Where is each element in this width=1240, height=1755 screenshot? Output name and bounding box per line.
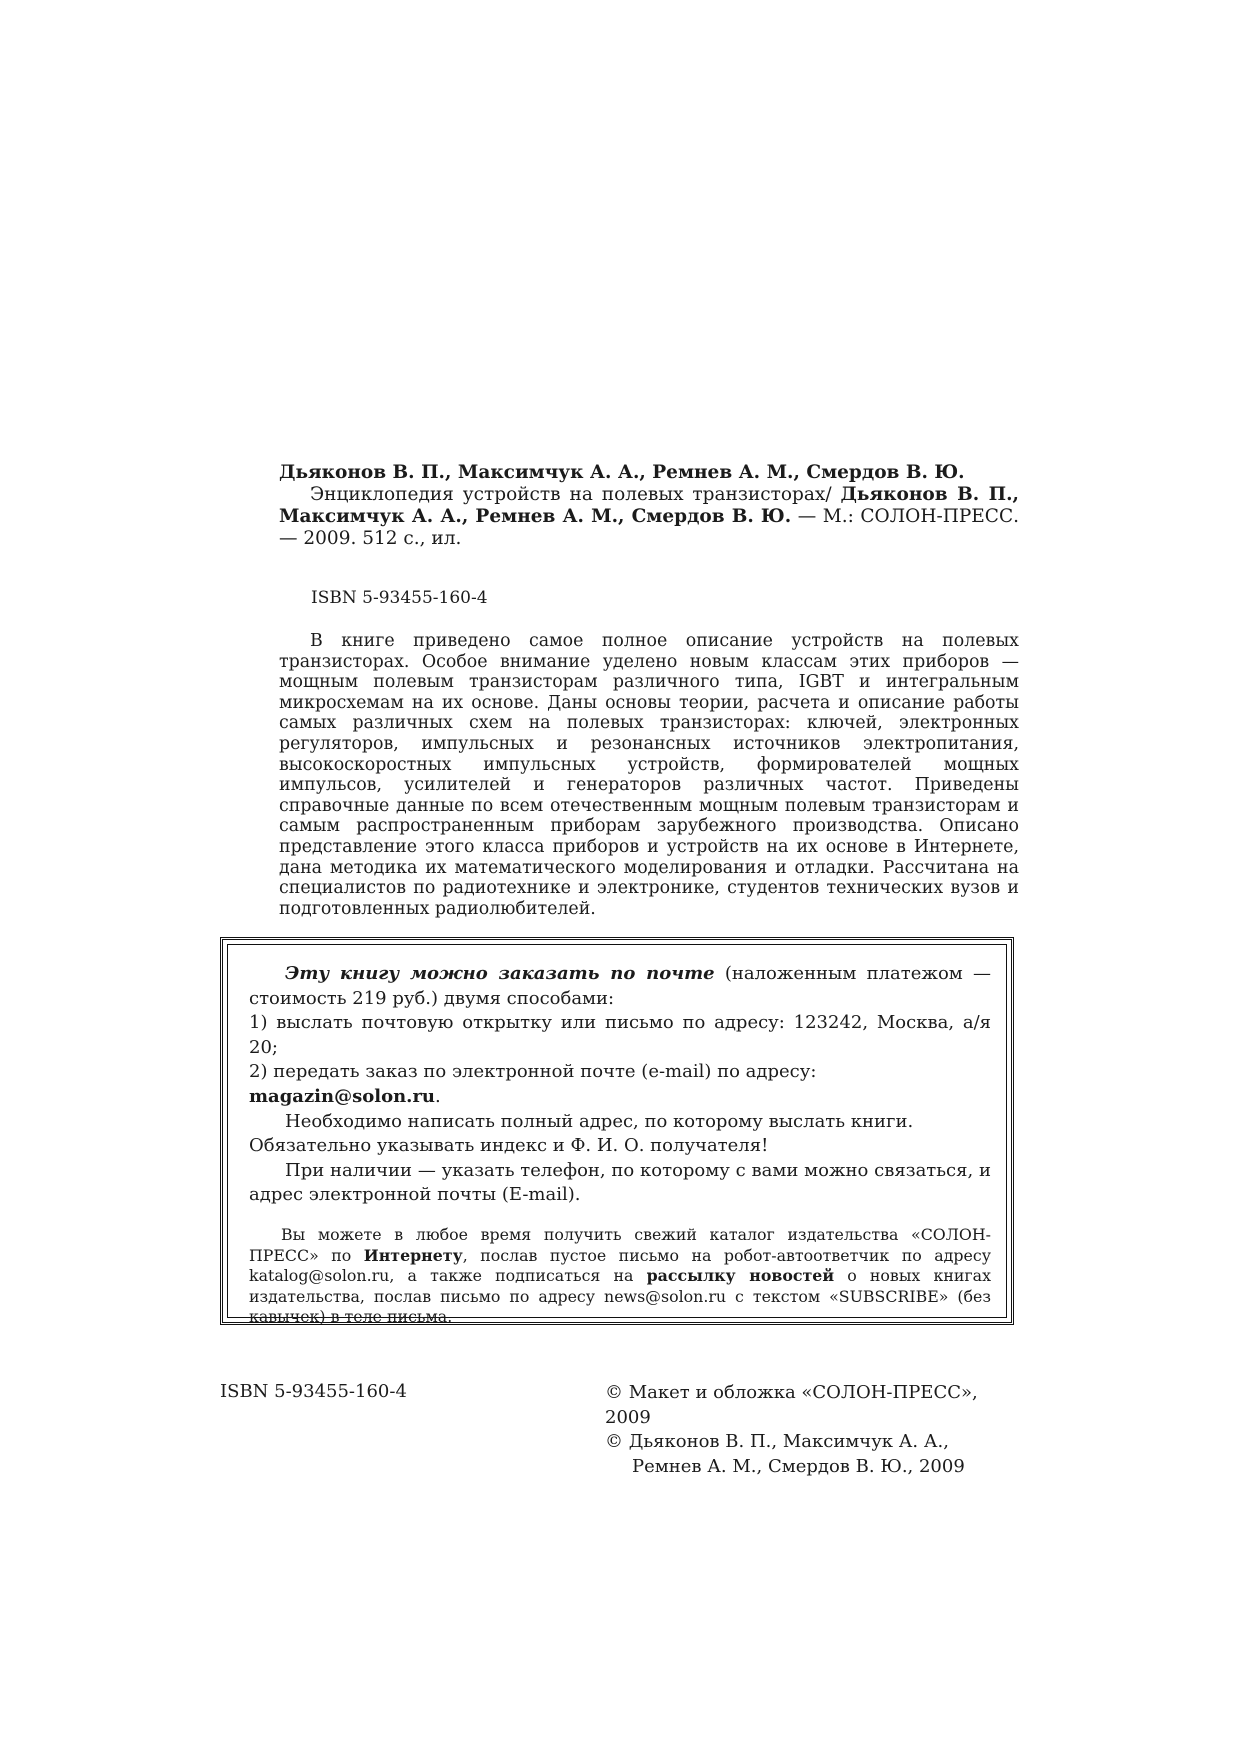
order-note-1a: Необходимо написать полный адрес, по которому выслать книги. <box>285 1110 914 1132</box>
authors-repeat: Дьяконов В. П., Максимчук А. А., Ремнев А. М., Смердов В. Ю. <box>279 484 1019 527</box>
order-way-1: 1) выслать почтовую открытку или письмо по адресу: 123242, Москва, а/я 20; <box>249 1012 991 1058</box>
order-info <box>249 962 991 1208</box>
isbn-footer: ISBN 5-93455-160-4 <box>220 1381 407 1402</box>
order-email-line <box>249 1085 991 1110</box>
catalog-text-part-2: , послав пустое письмо на робот-автоответчик по адресу katalog@solon.ru, а также подписаться на <box>249 1245 991 1286</box>
order-note-2: При наличии — указать телефон, по которому с вами можно связаться, и адрес электронной почты (E-mail). <box>249 1159 991 1206</box>
copyright-block <box>605 1381 1025 1479</box>
copyright-authors-line-2: Ремнев А. М., Смердов В. Ю., 2009 <box>632 1455 965 1477</box>
order-way-2: 2) передать заказ по электронной почте (e-mail) по адресу: <box>249 1061 817 1083</box>
order-email: magazin@solon.ru <box>249 1085 436 1107</box>
order-email-period: . <box>435 1085 441 1107</box>
catalog-text <box>249 1225 991 1328</box>
book-title: Энциклопедия устройств на полевых транзисторах/ <box>310 484 841 505</box>
copyright-layout: © Макет и обложка «СОЛОН-ПРЕСС», 2009 <box>605 1382 978 1428</box>
catalog-newsletter: рассылку новостей <box>646 1266 835 1286</box>
order-title: Эту книгу можно заказать по почте <box>285 963 715 984</box>
order-intro-text: (наложенным платежом — стоимость 219 руб.) двумя способами: <box>249 963 991 1009</box>
order-note-1b: Обязательно указывать индекс и Ф. И. О. получателя! <box>249 1135 769 1157</box>
isbn-top: ISBN 5-93455-160-4 <box>311 588 488 608</box>
authors-heading: Дьяконов В. П., Максимчук А. А., Ремнев А. М., Смердов В. Ю. <box>279 462 965 483</box>
abstract-text: В книге приведено самое полное описание устройств на полевых транзисторах. Особое внимание уделено новым классам этих приборов — мощным полевым транзисторам различного типа, IGBT и интегральным микросхемам на их основе. Даны основы теории, расчета и описание работы самых различных схем на полевых транзисторах: ключей, электронных регуляторов, импульсных и резонансных источников электропитания, высокоскоростных импульсных устройств, формирователей мощных импульсов, усилителей и генераторов различных частот. Приведены справочные данные по всем отечественным мощным полевым транзисторам и самым распространенным приборам зарубежного производства. Описано представление этого класса приборов и устройств на их основе в Интернете, дана методика их математического моделирования и отладки. Рассчитана на специалистов по радиотехнике и электронике, студентов технических вузов и подготовленных радиолюбителей. <box>279 631 1019 919</box>
bibliographic-record <box>279 462 1019 550</box>
catalog-internet: Интернету <box>363 1245 463 1265</box>
copyright-authors-line-1: © Дьяконов В. П., Максимчук А. А., <box>605 1431 949 1452</box>
order-intro <box>249 962 991 1011</box>
abstract <box>279 631 1019 919</box>
bibliographic-description <box>279 484 1019 550</box>
publication-info: — М.: СОЛОН-ПРЕСС. — 2009. 512 с., ил. <box>279 506 1019 549</box>
catalog-text-part-3: о новых книгах издательства, послав письмо по адресу news@solon.ru с текстом «SUBSCRIBE» (без кавычек) в теле письма. <box>249 1266 991 1327</box>
catalog-text-part-1: Вы можете в любое время получить свежий каталог издательства «СОЛОН-ПРЕСС» по <box>249 1225 991 1265</box>
catalog-info <box>249 1225 991 1328</box>
